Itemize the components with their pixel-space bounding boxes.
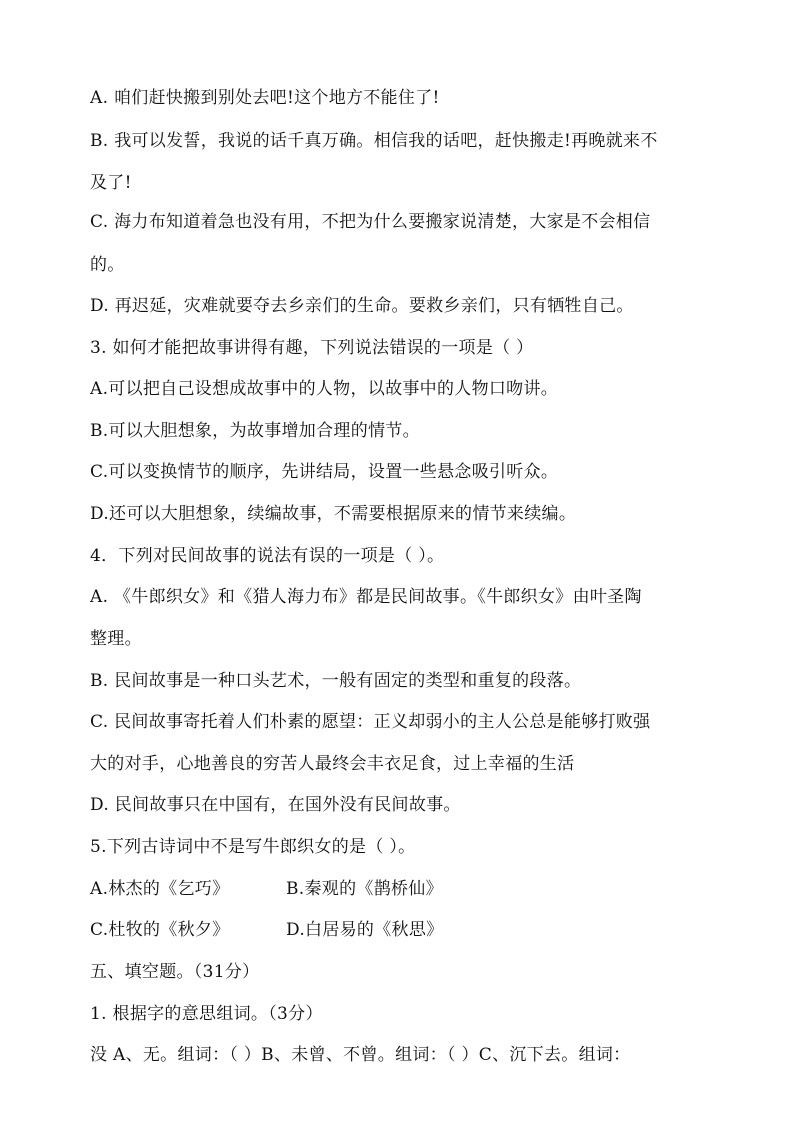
q5-options-row-2 <box>90 919 710 941</box>
question-3-title: 3. 如何才能把故事讲得有趣，下列说法错误的一项是（ ） <box>90 338 534 358</box>
text-line: C. 民间故事寄托着人们朴素的愿望：正义却弱小的主人公总是能够打败强 <box>90 712 651 732</box>
text-line: B.可以大胆想象，为故事增加合理的情节。 <box>90 421 420 441</box>
text-line: 及了! <box>90 173 132 193</box>
text-line: A. 《牛郎织女》和《猎人海力布》都是民间故事。《牛郎织女》由叶圣陶 <box>90 587 642 607</box>
q5-option-b: B.秦观的《鹊桥仙》 <box>286 879 443 899</box>
text-line: 大的对手，心地善良的穷苦人最终会丰衣足食，过上幸福的生活 <box>90 754 575 774</box>
text-line: 的。 <box>90 255 125 275</box>
text-line: B. 民间故事是一种口头艺术，一般有固定的类型和重复的段落。 <box>90 671 582 691</box>
fill-q1-body: 没 A、无。组词：（ ）B、未曾、不曾。组词：（ ）C、沉下去。组词： <box>90 1045 631 1065</box>
text-line: D.还可以大胆想象，续编故事，不需要根据原来的情节来续编。 <box>90 504 577 524</box>
q5-option-c: C.杜牧的《秋夕》 <box>90 920 230 940</box>
text-line: C. 海力布知道着急也没有用，不把为什么要搬家说清楚，大家是不会相信 <box>90 212 651 232</box>
question-4-title: 4．下列对民间故事的说法有误的一项是（ ）。 <box>90 546 445 566</box>
text-line: C.可以变换情节的顺序，先讲结局，设置一些悬念吸引听众。 <box>90 462 559 482</box>
text-line: 整理。 <box>90 629 142 649</box>
text-line: A.可以把自己设想成故事中的人物，以故事中的人物口吻讲。 <box>90 379 559 399</box>
text-line: D. 民间故事只在中国有，在国外没有民间故事。 <box>90 795 461 815</box>
question-5-title: 5.下列古诗词中不是写牛郎织女的是（ ）。 <box>90 837 416 857</box>
text-line: A. 咱们赶快搬到别处去吧!这个地方不能住了! <box>90 88 440 108</box>
q5-option-a: A.林杰的《乞巧》 <box>90 879 230 899</box>
q5-options-row-1 <box>90 878 710 900</box>
text-line: B. 我可以发誓，我说的话千真万确。相信我的话吧，赶快搬走!再晚就来不 <box>90 131 658 151</box>
q5-option-d: D.白居易的《秋思》 <box>286 920 444 940</box>
fill-q1-title: 1. 根据字的意思组词。（3分） <box>90 1004 323 1024</box>
text-line: D. 再迟延，灾难就要夺去乡亲们的生命。要救乡亲们，只有牺牲自己。 <box>90 296 634 316</box>
section-title: 五、填空题。（31分） <box>90 962 260 982</box>
